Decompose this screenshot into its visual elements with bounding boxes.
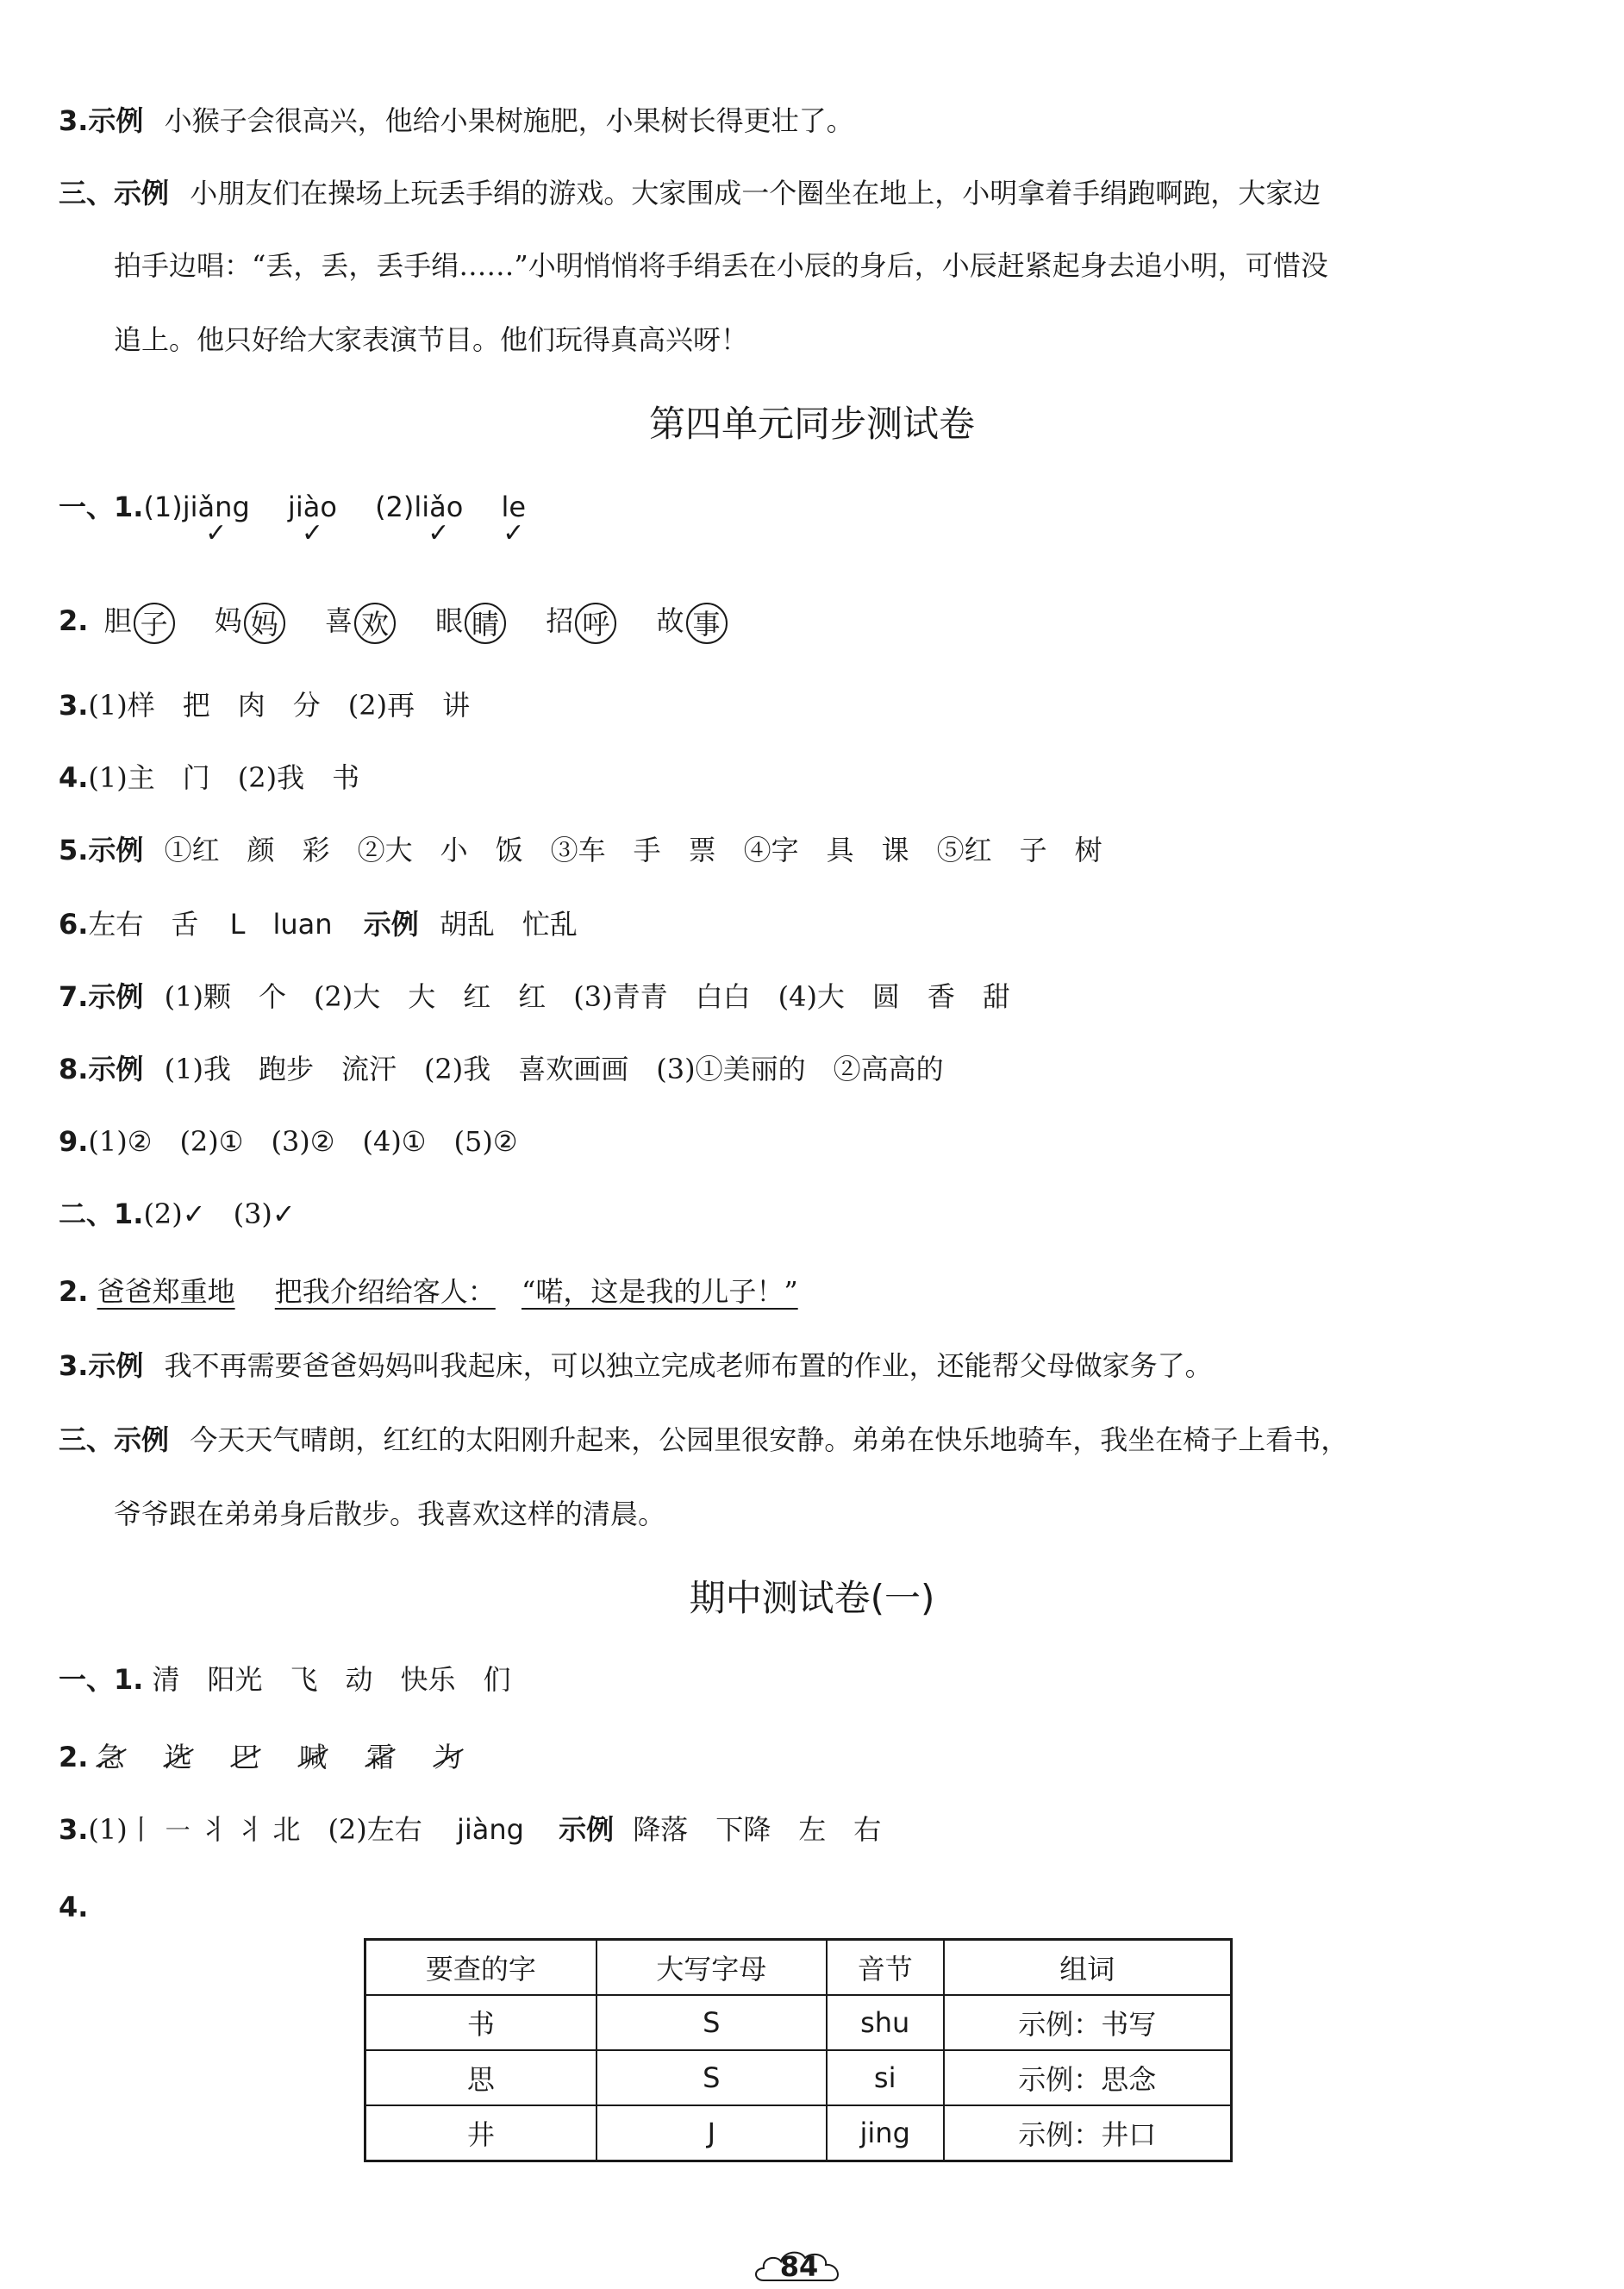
table-cell: S xyxy=(597,1995,827,2050)
underlined-phrase: “喏，这是我的儿子！” xyxy=(521,1275,798,1308)
underlined-phrase: 把我介绍给客人： xyxy=(274,1275,496,1308)
item-number: 三、 xyxy=(59,177,115,210)
item-number: 6. xyxy=(59,908,89,941)
item-number: 2. xyxy=(59,1741,89,1773)
item-number: 3. xyxy=(59,1813,89,1846)
word: 喜 欢 xyxy=(325,604,396,637)
example-label: 示例 xyxy=(559,1813,615,1846)
unit4-q1 xyxy=(59,488,527,548)
section-title-unit4: 第四单元同步测试卷 xyxy=(648,403,975,445)
item-number: 3. xyxy=(59,689,89,722)
unit4-q5 xyxy=(59,831,1102,869)
circled-char: 睛 xyxy=(465,603,506,644)
item-number: 3. xyxy=(59,1349,89,1382)
table-header: 要查的字 xyxy=(365,1940,597,1996)
answer-text: 拍手边唱：“丢，丢，丢手绢……”小明悄悄将手绢丢在小辰的身后，小辰赶紧起身去追小明，可惜没 xyxy=(114,249,1328,282)
sub-number: (2) xyxy=(375,491,415,523)
midterm-q4 xyxy=(59,1888,88,1926)
word: 眼 睛 xyxy=(435,604,506,637)
table-cell: si xyxy=(827,2050,944,2105)
answer-text: 爷爷跟在弟弟身后散步。我喜欢这样的清晨。 xyxy=(114,1498,666,1530)
answer-text: 小朋友们在操场上玩丢手绢的游戏。大家围成一个圈坐在地上，小明拿着手绢跑啊跑，大家边 xyxy=(190,177,1321,210)
example-label: 示例 xyxy=(114,177,170,210)
example-label: 示例 xyxy=(363,908,419,941)
example-label: 示例 xyxy=(88,980,144,1013)
unit4-q9 xyxy=(59,1123,518,1160)
pinyin-option: liǎo ✓ xyxy=(414,491,464,548)
table-cell: S xyxy=(597,2050,827,2105)
answer-line-3 xyxy=(59,102,854,140)
word: 故 事 xyxy=(657,604,728,637)
underlined-phrase: 爸爸郑重地 xyxy=(97,1275,235,1308)
table-cell: J xyxy=(597,2105,827,2161)
unit4-er1 xyxy=(59,1195,296,1233)
table-cell: jing xyxy=(827,2105,944,2161)
section-title-midterm: 期中测试卷(一) xyxy=(689,1577,935,1619)
unit4-er2 xyxy=(59,1273,798,1310)
item-number: 二、1. xyxy=(59,1198,144,1230)
sub-number: (1) xyxy=(143,491,183,523)
check-mark: ✓ xyxy=(205,518,228,548)
item-number: 三、 xyxy=(59,1423,115,1456)
pinyin-option: le ✓ xyxy=(501,491,527,548)
struck-char: 急 xyxy=(97,1738,125,1776)
midterm-q3 xyxy=(59,1811,881,1848)
word: 胆 子 xyxy=(104,604,175,637)
answer-line-san-2 xyxy=(114,247,1328,285)
table-cell: 思 xyxy=(365,2050,597,2105)
answer-text: (1)丨 ㇐ 丬 丬 北 (2)左右 xyxy=(88,1813,422,1846)
table-row xyxy=(365,2050,1232,2105)
example-label: 示例 xyxy=(88,1349,144,1382)
item-number: 一、1. xyxy=(59,1663,144,1696)
table-cell: 书 xyxy=(365,1995,597,2050)
circled-char: 事 xyxy=(686,603,728,644)
page-number-badge xyxy=(752,2246,846,2286)
word: 妈 妈 xyxy=(215,604,285,637)
dictionary-lookup-table xyxy=(364,1938,1233,2162)
word: 招 呼 xyxy=(546,604,616,637)
midterm-q1 xyxy=(59,1660,510,1698)
unit4-san-2 xyxy=(114,1495,665,1533)
unit4-q8 xyxy=(59,1050,944,1088)
item-number: 4. xyxy=(59,761,89,794)
answer-text: ①红 颜 彩 ②大 小 饭 ③车 手 票 ④字 具 课 ⑤红 子 树 xyxy=(164,834,1102,866)
table-row xyxy=(365,1995,1232,2050)
table-row xyxy=(365,2105,1232,2161)
table-cell: 示例：井口 xyxy=(944,2105,1232,2161)
table-header: 大写字母 xyxy=(597,1940,827,1996)
answer-text: 今天天气晴朗，红红的太阳刚升起来，公园里很安静。弟弟在快乐地骑车，我坐在椅子上看书， xyxy=(190,1423,1349,1456)
circled-char: 欢 xyxy=(354,603,396,644)
unit4-q3 xyxy=(59,686,470,724)
answer-text: 追上。他只好给大家表演节目。他们玩得真高兴呀！ xyxy=(114,323,749,356)
answer-text: 胡乱 忙乱 xyxy=(439,908,578,941)
item-number: 8. xyxy=(59,1053,89,1085)
item-number: 2. xyxy=(59,1275,89,1308)
page-number: 84 xyxy=(779,2250,819,2283)
struck-char: 霜 xyxy=(366,1738,394,1776)
example-label: 示例 xyxy=(88,104,144,137)
table-cell: 示例：书写 xyxy=(944,1995,1232,2050)
pinyin-option: jiào ✓ xyxy=(287,491,337,548)
struck-char: 选 xyxy=(165,1738,192,1776)
check-mark: ✓ xyxy=(428,518,450,548)
circled-char: 呼 xyxy=(575,603,616,644)
unit4-q6 xyxy=(59,905,578,943)
answer-text: (1)样 把 肉 分 (2)再 讲 xyxy=(88,689,471,722)
answer-text: 降落 下降 左 右 xyxy=(633,1813,882,1846)
answer-pinyin: jiàng xyxy=(456,1813,524,1846)
answer-text: (2)✓ (3)✓ xyxy=(143,1198,296,1230)
unit4-q2 xyxy=(59,602,728,644)
circled-char: 子 xyxy=(134,603,175,644)
table-cell: 示例：思念 xyxy=(944,2050,1232,2105)
midterm-q2 xyxy=(59,1738,462,1776)
table-cell: 井 xyxy=(365,2105,597,2161)
answer-text: 小猴子会很高兴，他给小果树施肥，小果树长得更壮了。 xyxy=(164,104,854,137)
item-number: 一、1. xyxy=(59,491,144,523)
unit4-q4 xyxy=(59,759,359,797)
table-header: 音节 xyxy=(827,1940,944,1996)
answer-text: (1)我 跑步 流汗 (2)我 喜欢画画 (3)①美丽的 ②高高的 xyxy=(164,1053,944,1085)
item-number: 2. xyxy=(59,604,89,637)
item-number: 4. xyxy=(59,1891,89,1923)
example-label: 示例 xyxy=(88,1053,144,1085)
unit4-er3 xyxy=(59,1347,1213,1385)
answer-latin: L luan xyxy=(229,908,333,941)
pinyin-option: jiǎng ✓ xyxy=(182,491,250,548)
item-number: 3. xyxy=(59,104,89,137)
answer-text: 左右 舌 xyxy=(88,908,199,941)
answer-text: (1)主 门 (2)我 书 xyxy=(88,761,360,794)
example-label: 示例 xyxy=(88,834,144,866)
check-mark: ✓ xyxy=(503,518,525,548)
table-header-row xyxy=(365,1940,1232,1996)
example-label: 示例 xyxy=(114,1423,170,1456)
item-number: 9. xyxy=(59,1125,89,1158)
check-mark: ✓ xyxy=(301,518,323,548)
answer-text: (1)颗 个 (2)大 大 红 红 (3)青青 白白 (4)大 圆 香 甜 xyxy=(164,980,1010,1013)
answer-line-san-3 xyxy=(114,321,748,359)
unit4-q7 xyxy=(59,978,1010,1016)
answer-text: 清 阳光 飞 动 快乐 们 xyxy=(152,1663,511,1696)
struck-char: 为 xyxy=(434,1738,462,1776)
circled-char: 妈 xyxy=(244,603,285,644)
item-number: 7. xyxy=(59,980,89,1013)
answer-line-san xyxy=(59,174,1321,212)
table-cell: shu xyxy=(827,1995,944,2050)
unit4-san xyxy=(59,1421,1348,1459)
answer-text: 我不再需要爸爸妈妈叫我起床，可以独立完成老师布置的作业，还能帮父母做家务了。 xyxy=(164,1349,1213,1382)
answer-text: (1)② (2)① (3)② (4)① (5)② xyxy=(88,1125,518,1158)
item-number: 5. xyxy=(59,834,89,866)
table-header: 组词 xyxy=(944,1940,1232,1996)
struck-char: 巴 xyxy=(232,1738,259,1776)
struck-char: 喊 xyxy=(299,1738,327,1776)
